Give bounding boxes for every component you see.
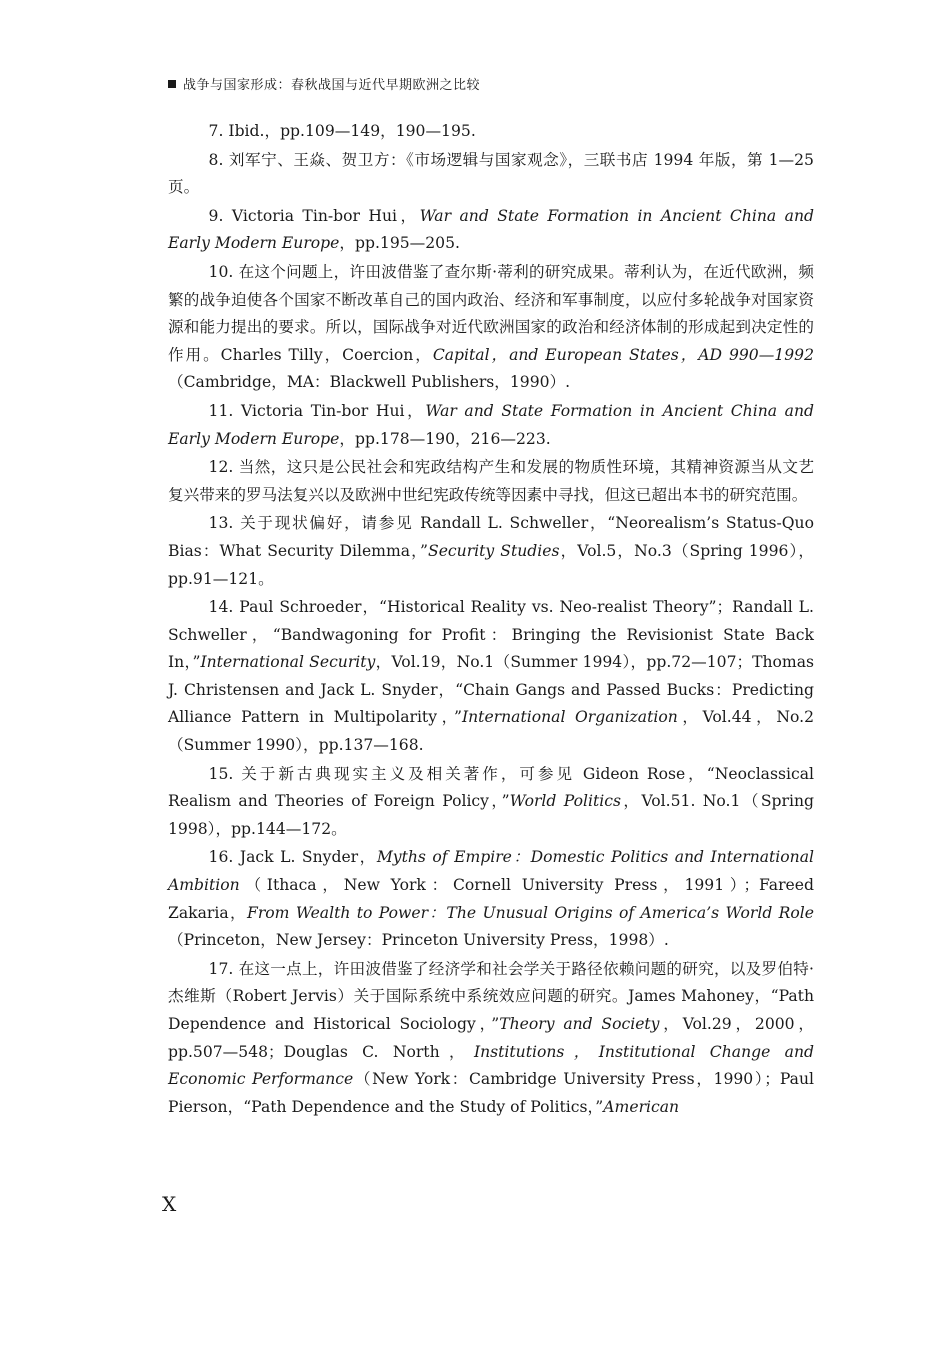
- endnote-text: ，Vol.29，2000，pp.507—548；Douglas C. North，: [168, 1015, 814, 1061]
- endnote-number: 10.: [208, 262, 234, 281]
- endnote-italic-title: World Politics: [509, 792, 621, 811]
- endnote-text: 在这一点上，许田波借鉴了经济学和社会学关于路径依赖问题的研究，以及罗伯特·杰维斯（Robert Jervis）关于国际系统中系统效应问题的研究。James Mahoney，“Path Dependence and Historical Sociology，”: [168, 959, 814, 1033]
- endnote-italic-title: War and State Formation in Ancient China and Early Modern Europe: [168, 401, 814, 448]
- endnote-number: 8.: [208, 150, 224, 169]
- endnote-text: ，Vol.44，No.2（Summer 1990），pp.137—168.: [168, 708, 815, 755]
- endnote-text: ，Vol.19，No.1（Summer 1994），pp.72—107；Thomas J. Christensen and Jack L. Snyder，“Chain Gangs and Passed Bucks：Predicting Alliance Pattern in Multipolarity，”: [168, 653, 815, 727]
- endnote-number: 7.: [208, 122, 224, 140]
- endnote: [168, 844, 814, 954]
- page-number: X: [162, 1192, 177, 1216]
- endnote-italic-title: Myths of Empire：Domestic Politics and International Ambition: [168, 848, 815, 895]
- endnote-number: 14.: [208, 598, 234, 617]
- bullet-square-icon: [168, 80, 176, 88]
- running-header: [168, 74, 480, 93]
- endnote-text: 在这个问题上，许田波借鉴了查尔斯·蒂利的研究成果。蒂利认为，在近代欧洲，频繁的战争迫使各个国家不断改革自己的国内政治、经济和军事制度，以应付多轮战争对国家资源和能力提出的要求。所以，国际战争对近代欧洲国家的政治和经济体制的形成起到决定性的作用。Charles Tilly，Coercion，: [168, 262, 814, 364]
- endnote-italic-title: Theory and Society: [499, 1015, 660, 1033]
- endnote: [168, 259, 814, 397]
- endnote-text: ，Vol.5，No.3（Spring 1996），pp.91—121。: [168, 541, 814, 588]
- endnote-italic-title: War and State Formation in Ancient China and Early Modern Europe: [168, 206, 814, 253]
- endnote-text: 当然，这只是公民社会和宪政结构产生和发展的物质性环境，其精神资源当从文艺复兴带来的罗马法复兴以及欧洲中世纪宪政传统等因素中寻找，但这已超出本书的研究范围。: [168, 458, 814, 504]
- endnote-text: Ibid.，pp.109—149，190—195.: [228, 122, 476, 140]
- endnote-text: Victoria Tin-bor Hui，: [240, 401, 426, 420]
- endnote-number: 13.: [208, 514, 234, 533]
- endnote: [168, 203, 814, 258]
- endnote-italic-title: Security Studies: [428, 541, 560, 560]
- endnote: [168, 398, 814, 453]
- endnote-number: 11.: [208, 401, 234, 420]
- endnote: [168, 594, 814, 760]
- endnote-text: （Cambridge，MA：Blackwell Publishers，1990）.: [168, 373, 571, 392]
- endnote-text: ，pp.178—190，216—223.: [339, 429, 551, 448]
- endnote-number: 17.: [208, 959, 234, 978]
- endnote-text: 关于新古典现实主义及相关著作，可参见 Gideon Rose，“Neoclassical Realism and Theories of Foreign Policy，”: [168, 764, 814, 811]
- endnote: [168, 956, 814, 1122]
- endnote-italic-title: International Organization: [461, 708, 678, 727]
- endnote-text: 关于现状偏好，请参见 Randall L. Schweller，“Neorealism’s Status-Quo Bias：What Security Dilemma，”: [168, 514, 814, 560]
- endnote-italic-title: From Wealth to Power：The Unusual Origins of America’s World Role: [247, 903, 814, 922]
- endnote-number: 16.: [208, 848, 234, 867]
- endnote-number: 15.: [208, 764, 234, 783]
- endnote-text: Victoria Tin-bor Hui，: [231, 206, 420, 225]
- endnote-text: （New York：Cambridge University Press，1990）；Paul Pierson，“Path Dependence and the Study of Politics，”: [168, 1070, 814, 1116]
- endnote-italic-title: Capital，and European States，AD 990—1992: [432, 345, 814, 364]
- endnote: [168, 510, 814, 593]
- endnote-text: 刘军宁、王焱、贺卫方：《市场逻辑与国家观念》，三联书店 1994 年版，第 1—25 页。: [168, 150, 814, 197]
- endnotes-list: [168, 118, 814, 1122]
- endnote-text: （Princeton，New Jersey：Princeton University Press，1998）.: [168, 931, 669, 950]
- endnote: [168, 147, 814, 202]
- endnote-text: Paul Schroeder，“Historical Reality vs. Neo-realist Theory”；Randall L. Schweller，“Bandwagoning for Profit：Bringing the Revisionist State Back In，”: [168, 598, 814, 672]
- endnote-text: Jack L. Snyder，: [239, 848, 377, 867]
- endnote-italic-title: International Security: [200, 653, 376, 672]
- endnote-number: 12.: [208, 458, 234, 477]
- endnote: [168, 761, 814, 844]
- endnote: [168, 454, 814, 509]
- endnote-italic-title: American: [603, 1097, 680, 1116]
- endnote-italic-title: Institutions，Institutional Change and Economic Performance: [168, 1042, 814, 1089]
- endnote-text: ，Vol.51. No.1（Spring 1998），pp.144—172。: [168, 792, 815, 838]
- endnote-number: 9.: [208, 206, 224, 225]
- running-title: 战争与国家形成：春秋战国与近代早期欧洲之比较: [183, 78, 481, 93]
- endnote-text: ，pp.195—205.: [339, 234, 460, 253]
- endnote: [168, 118, 814, 146]
- endnote-text: （Ithaca，New York：Cornell University Press，1991）；Fareed Zakaria，: [168, 876, 814, 922]
